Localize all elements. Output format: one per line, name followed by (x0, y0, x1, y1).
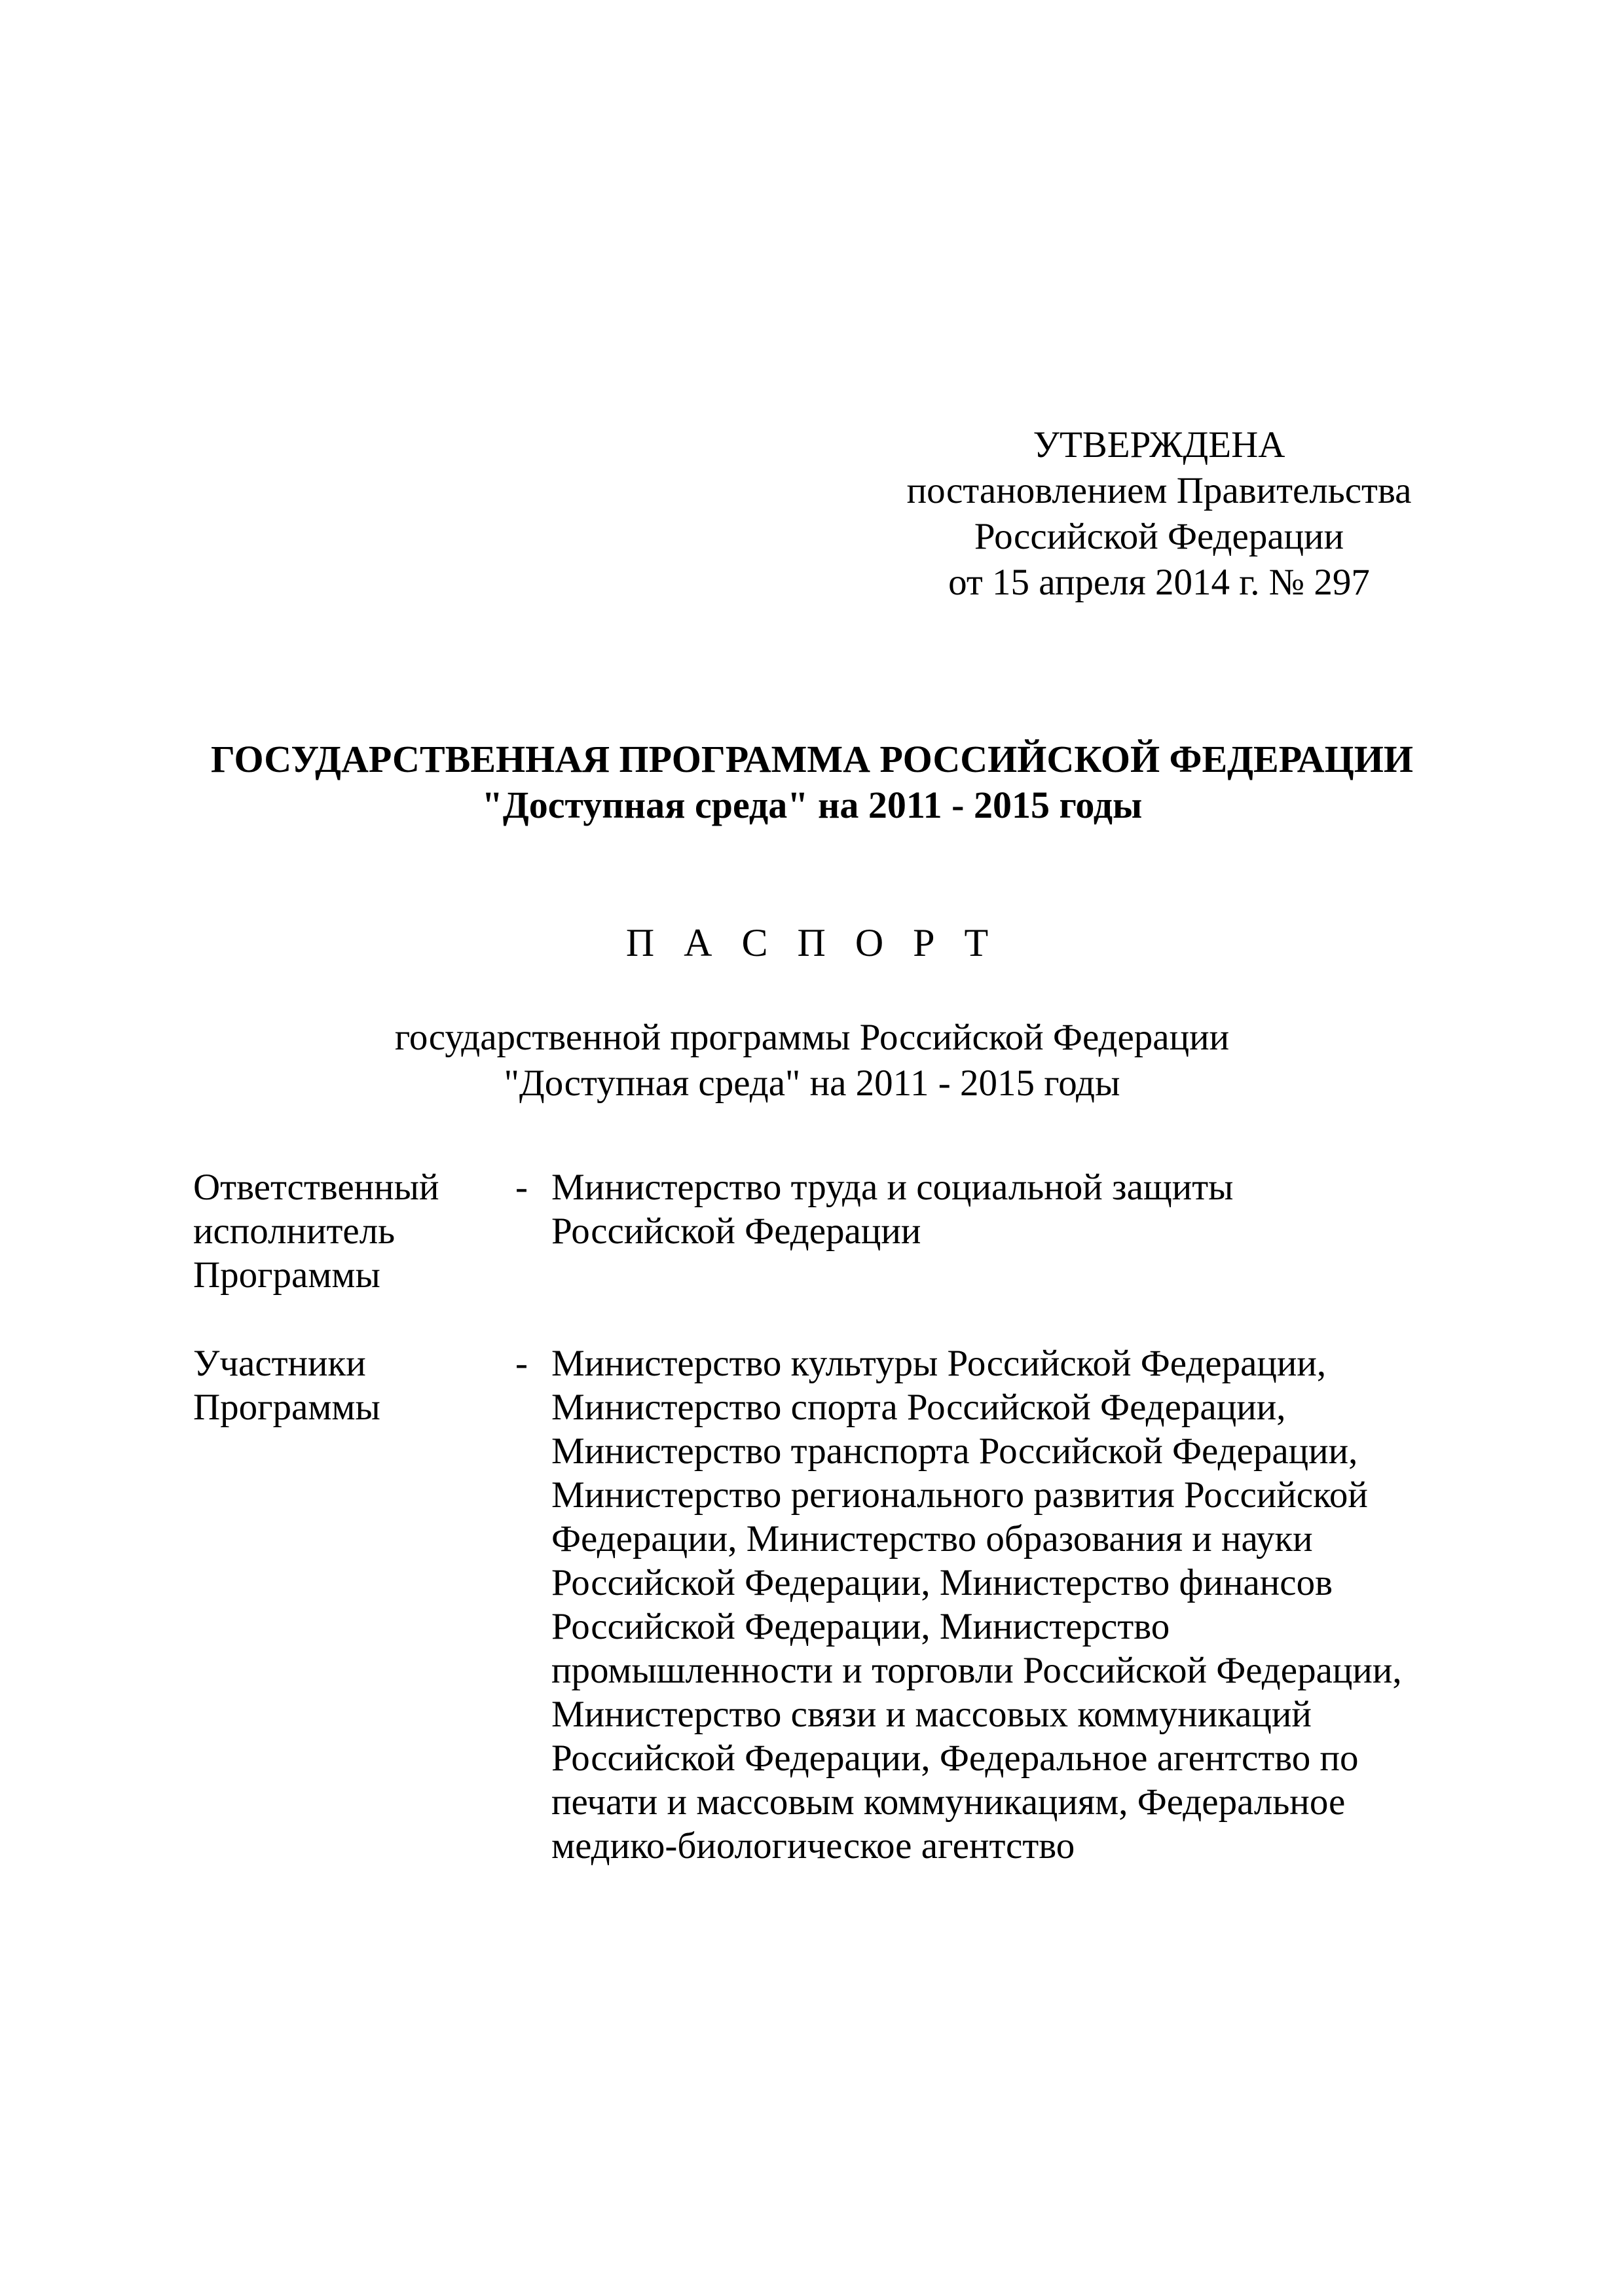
row-value-line: Министерство транспорта Российской Федерации, (551, 1430, 1358, 1472)
row-value-line: Российской Федерации, Федеральное агентство по (551, 1738, 1359, 1779)
row-dash: - (515, 1343, 528, 1384)
approval-block (864, 422, 1454, 606)
row-value-line: Министерство спорта Российской Федерации, (551, 1387, 1286, 1428)
approval-status: УТВЕРЖДЕНА (1033, 424, 1285, 465)
passport-subtitle-line: государственной программы Российской Федерации (394, 1017, 1230, 1058)
passport-title: П А С П О Р Т (625, 921, 999, 964)
row-label-line: Участники (193, 1343, 366, 1384)
row-label (193, 1165, 514, 1297)
row-value-line: промышленности и торговли Российской Федерации, (551, 1650, 1402, 1691)
program-title-line: "Доступная среда" на 2011 - 2015 годы (481, 784, 1143, 826)
row-value-line: Российской Федерации, Министерство (551, 1606, 1170, 1647)
passport-heading (0, 920, 1624, 1106)
row-label-line: Программы (193, 1254, 380, 1296)
row-value-line: Федерации, Министерство образования и науки (551, 1518, 1313, 1559)
row-value-line: Российской Федерации (551, 1211, 921, 1252)
passport-subtitle-line: "Доступная среда" на 2011 - 2015 годы (504, 1063, 1120, 1104)
row-label-line: Программы (193, 1387, 380, 1428)
row-value (551, 1165, 1470, 1253)
table-row-responsible (193, 1165, 1470, 1297)
row-value-line: Министерство регионального развития Российской (551, 1474, 1368, 1516)
approval-date-number: от 15 апреля 2014 г. № 297 (948, 562, 1370, 603)
passport-table (193, 1165, 1470, 1868)
row-value (551, 1341, 1470, 1868)
row-dash: - (515, 1167, 528, 1208)
approval-authority-line: постановлением Правительства (906, 470, 1412, 511)
row-label-line: Ответственный (193, 1167, 439, 1208)
approval-country-line: Российской Федерации (974, 516, 1344, 557)
row-label (193, 1341, 514, 1429)
row-label-line: исполнитель (193, 1211, 396, 1252)
table-row-participants (193, 1341, 1470, 1868)
program-title-line: ГОСУДАРСТВЕННАЯ ПРОГРАММА РОССИЙСКОЙ ФЕДЕРАЦИИ (211, 738, 1413, 780)
row-value-line: Министерство связи и массовых коммуникаций (551, 1694, 1312, 1735)
row-value-line: Министерство культуры Российской Федерации, (551, 1343, 1327, 1384)
row-value-line: печати и массовым коммуникациям, Федеральное (551, 1781, 1346, 1823)
row-value-line: Министерство труда и социальной защиты (551, 1167, 1234, 1208)
row-value-line: Российской Федерации, Министерство финансов (551, 1562, 1333, 1603)
program-title (0, 737, 1624, 828)
row-value-line: медико-биологическое агентство (551, 1825, 1075, 1867)
